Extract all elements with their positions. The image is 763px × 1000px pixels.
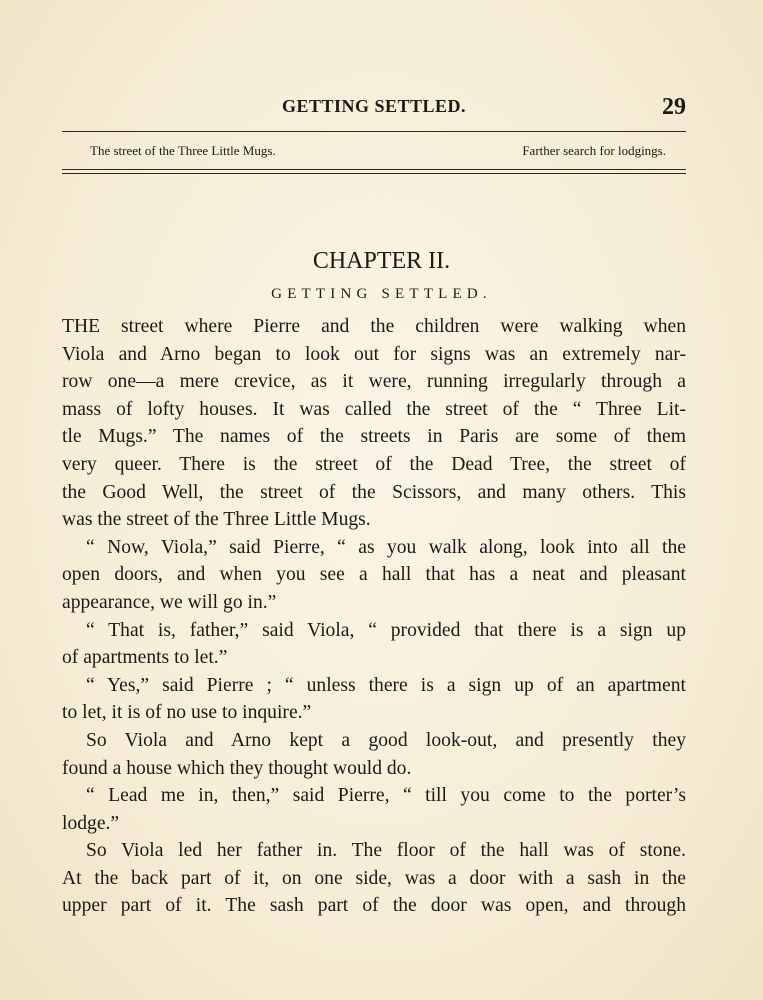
text-line: At the back part of it, on one side, was a door with a sash in the — [62, 867, 686, 889]
page-number: 29 — [662, 94, 686, 120]
text-line: Viola and Arno began to look out for signs was an extremely nar- — [62, 343, 686, 365]
text-line: row one—a mere crevice, as it were, running irregularly through a — [62, 371, 686, 393]
text-line: to let, it is of no use to inquire.” — [62, 702, 312, 724]
text-line: So Viola and Arno kept a good look-out, and presently they — [86, 729, 686, 751]
text-line: appearance, we will go in.” — [62, 591, 277, 613]
text-line: “ Now, Viola,” said Pierre, “ as you walk along, look into all the — [86, 536, 686, 558]
text-line: “ Yes,” said Pierre ; “ unless there is a sign up of an apartment — [86, 674, 686, 696]
header-rule-top — [62, 131, 686, 132]
text-line: was the street of the Three Little Mugs. — [62, 509, 371, 531]
right-sidenote: Farther search for lodgings. — [522, 143, 666, 158]
text-line: THE street where Pierre and the children were walking when — [62, 316, 686, 337]
text-line: lodge.” — [62, 812, 120, 834]
header-rule-bottom-thin — [62, 173, 686, 174]
running-title: GETTING SETTLED. — [281, 96, 467, 116]
text-line: “ That is, father,” said Viola, “ provided that there is a sign up — [86, 619, 686, 641]
text-line: of apartments to let.” — [62, 647, 228, 669]
text-line: So Viola led her father in. The floor of the hall was of stone. — [86, 840, 686, 862]
text-line: mass of lofty houses. It was called the street of the “ Three Lit- — [62, 398, 686, 420]
text-line: the Good Well, the street of the Scissors, and many others. This — [62, 481, 686, 503]
running-head — [62, 94, 686, 122]
text-line: found a house which they thought would do. — [62, 757, 412, 779]
text-line: very queer. There is the street of the Dead Tree, the street of — [62, 453, 686, 475]
chapter-subtitle: GETTING SETTLED. — [271, 286, 492, 302]
text-line: “ Lead me in, then,” said Pierre, “ till you come to the porter’s — [86, 785, 686, 807]
text-line: tle Mugs.” The names of the streets in Paris are some of them — [62, 426, 686, 448]
header-rule-bottom — [62, 169, 686, 170]
left-sidenote: The street of the Three Little Mugs. — [90, 143, 276, 158]
text-line: open doors, and when you see a hall that has a neat and pleasant — [62, 564, 686, 586]
chapter-title: CHAPTER II. — [312, 248, 451, 274]
text-line: upper part of it. The sash part of the door was open, and through — [62, 895, 686, 917]
body-text — [62, 313, 686, 920]
